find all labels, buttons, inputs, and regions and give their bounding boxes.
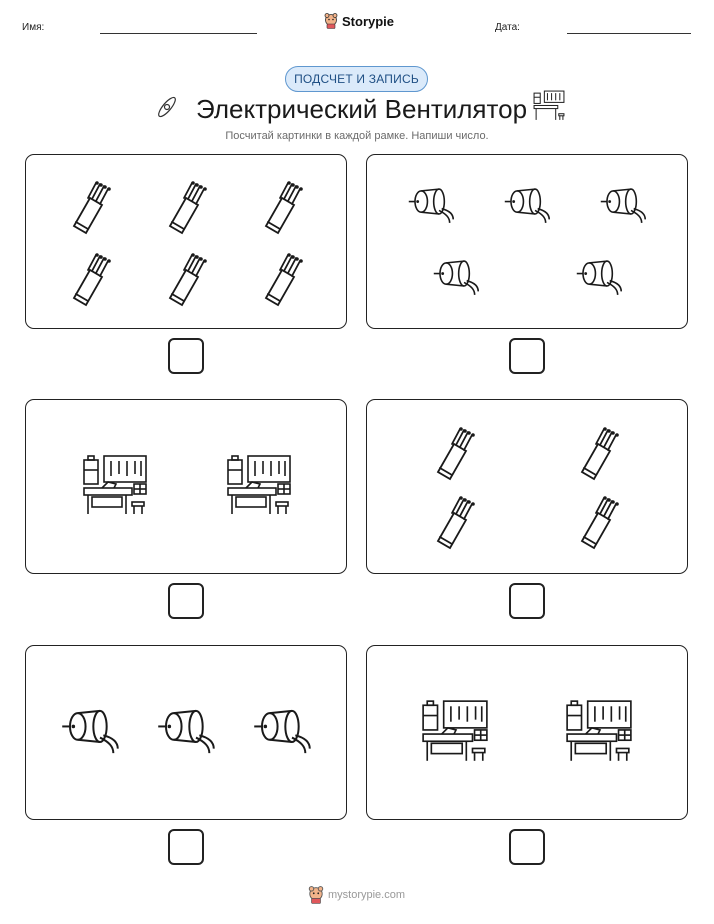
page-title: Электрический Вентилятор xyxy=(196,94,528,124)
cable-icon xyxy=(162,250,210,310)
workbench-icon xyxy=(224,454,294,518)
cable-icon xyxy=(162,178,210,238)
date-line[interactable] xyxy=(567,33,691,34)
cable-icon xyxy=(430,493,478,553)
motor-icon xyxy=(432,254,480,302)
storypie-mascot-icon xyxy=(308,886,324,904)
motor-icon xyxy=(156,702,216,762)
date-label: Дата: xyxy=(495,22,520,33)
workbench-icon xyxy=(419,699,491,765)
motor-icon xyxy=(503,182,551,230)
motor-icon xyxy=(60,702,120,762)
motor-icon xyxy=(575,254,623,302)
instructions: Посчитай картинки в каждой рамке. Напиши число. xyxy=(225,130,489,142)
answer-box-1[interactable] xyxy=(168,338,204,374)
motor-icon xyxy=(407,182,455,230)
footer xyxy=(308,886,405,904)
answer-box-2[interactable] xyxy=(509,338,545,374)
count-frame-4 xyxy=(366,399,688,574)
count-frame-6 xyxy=(366,645,688,820)
cable-icon xyxy=(66,250,114,310)
answer-box-4[interactable] xyxy=(509,583,545,619)
answer-box-5[interactable] xyxy=(168,829,204,865)
name-label: Имя: xyxy=(22,22,45,33)
name-line[interactable] xyxy=(100,33,257,34)
fan-blade-icon xyxy=(152,92,182,122)
workbench-icon xyxy=(80,454,150,518)
cable-icon xyxy=(258,178,306,238)
workbench-icon xyxy=(532,90,566,122)
cable-icon xyxy=(430,424,478,484)
worksheet-type-badge: ПОДСЧЕТ И ЗАПИСЬ xyxy=(285,66,428,92)
answer-box-6[interactable] xyxy=(509,829,545,865)
cable-icon xyxy=(66,178,114,238)
answer-box-3[interactable] xyxy=(168,583,204,619)
motor-icon xyxy=(252,702,312,762)
cable-icon xyxy=(258,250,306,310)
motor-icon xyxy=(599,182,647,230)
cable-icon xyxy=(574,493,622,553)
footer-url[interactable]: mystorypie.com xyxy=(328,889,406,901)
brand-logo xyxy=(324,13,394,29)
count-frame-3 xyxy=(25,399,347,574)
storypie-mascot-icon xyxy=(324,13,338,29)
workbench-icon xyxy=(563,699,635,765)
count-frame-2 xyxy=(366,154,688,329)
cable-icon xyxy=(574,424,622,484)
brand-name: Storypie xyxy=(342,13,395,29)
